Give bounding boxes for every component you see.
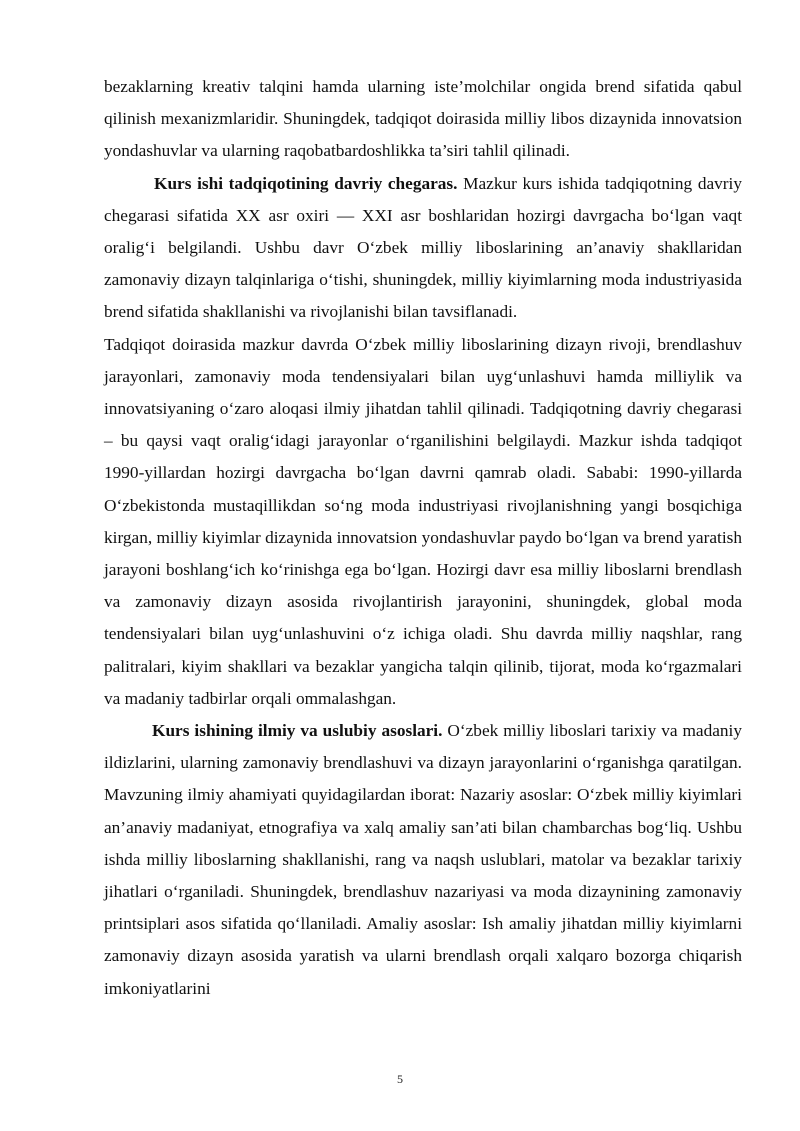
page-number: 5 [397,1072,403,1086]
paragraph-research-scope [104,329,742,715]
paragraph-intro-continuation [104,71,742,168]
paragraph-time-boundaries [104,168,742,329]
paragraph-text: O‘zbek milliy liboslari tarixiy va madaniy ildizlarini, ularning zamonaviy brendlashuvi va dizayn jarayonlarini o‘rganishga qaratilgan. Mavzuning ilmiy ahamiyati quyidagilardan iborat: Nazariy asoslar: O‘zbek milliy kiyimlari an’anaviy madaniyat, etnografiya va xalq amaliy san’ati bilan chambarchas bog‘liq. Ushbu ishda milliy liboslarning shakllanishi, rang va naqsh uslublari, matolar va bezaklar tarixiy jihatlari o‘rganiladi. Shuningdek, brendlashuv nazariyasi va moda dizaynining zamonaviy printsiplari asos sifatida qo‘llaniladi. Amaliy asoslar: Ish amaliy jihatdan milliy kiyimlarni zamonaviy dizayn asosida yaratish va ularni brendlash orqali xalqaro bozorga chiqarish imkoniyatlarini [104,721,742,998]
paragraph-text: Tadqiqot doirasida mazkur davrda O‘zbek milliy liboslarining dizayn rivoji, brendlashuv jarayonlari, zamonaviy moda tendensiyalari bilan uyg‘unlashuvi hamda milliylik va innovatsiyaning o‘zaro aloqasi ilmiy jihatdan tahlil qilinadi. Tadqiqotning davriy chegarasi – bu qaysi vaqt oralig‘idagi jarayonlar o‘rganilishini belgilaydi. Mazkur ishda tadqiqot 1990-yillardan hozirgi davrgacha bo‘lgan davrni qamrab oladi. Sababi: 1990-yillarda O‘zbekistonda mustaqillikdan so‘ng moda industriyasi rivojlanishning yangi bosqichiga kirgan, milliy kiyimlar dizaynida innovatsion yondashuvlar paydo bo‘lgan va brend yaratish jarayoni boshlang‘ich ko‘rinishga ega bo‘lgan. Hozirgi davr esa milliy liboslarni brendlash va zamonaviy dizayn asosida rivojlantirish jarayonini, shuningdek, global moda tendensiyalari bilan uyg‘unlashuvini o‘z ichiga oladi. Shu davrda milliy naqshlar, rang palitralari, kiyim shakllari va bezaklar yangicha talqin qilinib, tijorat, moda ko‘rgazmalari va madaniy tadbirlar orqali ommalashgan. [104,334,742,708]
paragraph-scientific-foundations [104,715,742,1005]
section-heading-scientific-foundations: Kurs ishining ilmiy va uslubiy asoslari. [152,721,443,741]
section-heading-time-boundaries: Kurs ishi tadqiqotining davriy chegaras. [154,173,458,193]
paragraph-text: bezaklarning kreativ talqini hamda ularning iste’molchilar ongida brend sifatida qabul qilinish mexanizmlaridir. Shuningdek, tadqiqot doirasida milliy libos dizaynida innovatsion yondashuvlar va ularning raqobatbardoshlikka ta’siri tahlil qilinadi. [104,77,742,161]
paragraph-text: Mazkur kurs ishida tadqiqotning davriy chegarasi sifatida XX asr oxiri — XXI asr boshlaridan hozirgi davrgacha bo‘lgan vaqt oralig‘i belgilandi. Ushbu davr O‘zbek milliy liboslarining an’anaviy shakllaridan zamonaviy dizayn talqinlariga o‘tishi, shuningdek, milliy kiyimlarning moda industriyasida brend sifatida shakllanishi va rivojlanishi bilan tavsiflanadi. [104,173,742,322]
document-body [104,71,742,1005]
